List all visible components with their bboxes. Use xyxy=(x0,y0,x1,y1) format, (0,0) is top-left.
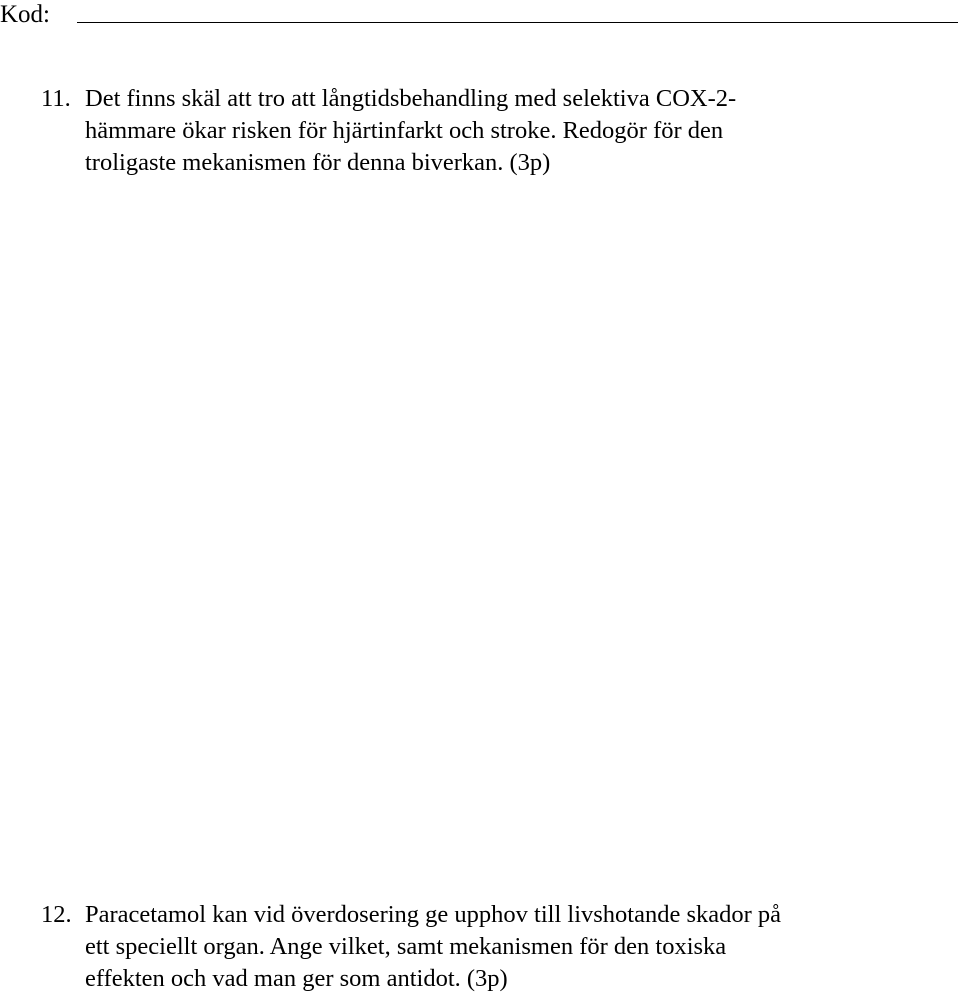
question-12-text-line-2: ett speciellt organ. Ange vilket, samt mekanismen för den toxiska xyxy=(85,933,727,960)
question-11-line-1 xyxy=(41,83,736,115)
code-field-row xyxy=(0,0,960,34)
question-12 xyxy=(41,899,781,995)
question-12-text-line-3: effekten och vad man ger som antidot. (3p) xyxy=(85,965,508,992)
question-11-text-line-2: hämmare ökar risken för hjärtinfarkt och stroke. Redogör för den xyxy=(85,117,724,144)
question-11-number: 11. xyxy=(41,85,71,112)
question-12-text-line-1: Paracetamol kan vid överdosering ge upphov till livshotande skador på xyxy=(85,901,782,928)
code-label: Kod: xyxy=(0,1,50,28)
code-answer-line[interactable] xyxy=(77,22,958,23)
question-11 xyxy=(41,83,736,179)
question-11-text-line-1: Det finns skäl att tro att långtidsbehandling med selektiva COX-2- xyxy=(85,85,737,112)
question-12-line-1 xyxy=(41,899,781,931)
question-11-text-line-3: troligaste mekanismen för denna biverkan. (3p) xyxy=(85,149,551,176)
question-12-number: 12. xyxy=(41,901,72,928)
